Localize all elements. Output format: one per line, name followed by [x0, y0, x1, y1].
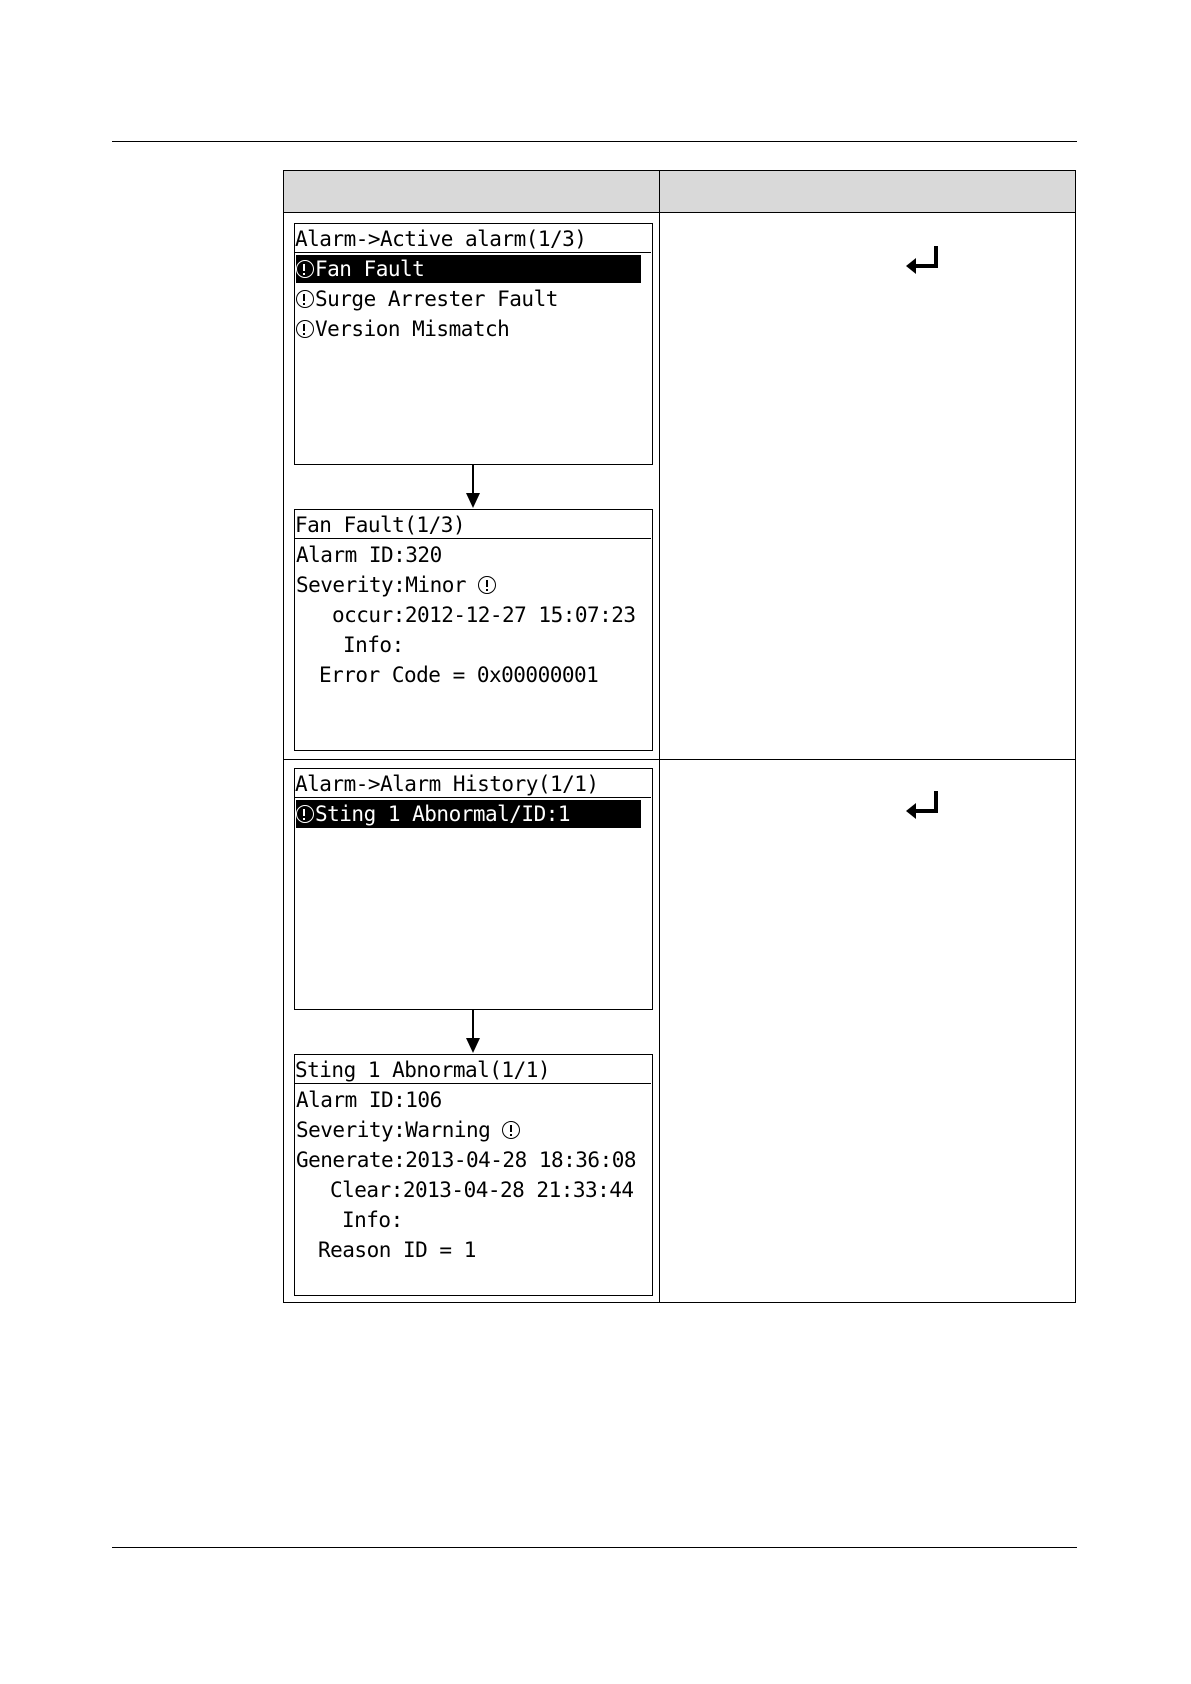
reason-id-field: Reason ID = 1	[318, 1238, 476, 1262]
enter-key-icon	[906, 244, 940, 274]
list-item-label: Sting 1 Abnormal/ID:1	[315, 802, 571, 826]
exclamation-circle-icon	[296, 320, 314, 338]
screen-title: Alarm->Active alarm(1/3)	[295, 227, 587, 251]
alarm-history-screen	[294, 768, 653, 1010]
exclamation-circle-icon	[296, 290, 314, 308]
screen-title: Fan Fault(1/3)	[295, 513, 466, 537]
procedure-table	[283, 170, 1076, 1303]
title-underline	[295, 1083, 651, 1084]
list-item-label: Version Mismatch	[315, 317, 510, 341]
list-item-surge-arrester-fault[interactable]	[296, 285, 558, 313]
table-header-row	[284, 171, 1075, 213]
row-divider	[284, 759, 1075, 760]
footer-rule	[112, 1547, 1077, 1548]
alarm-id-field: Alarm ID:320	[296, 543, 442, 567]
info-label: Info:	[342, 1208, 403, 1232]
exclamation-circle-icon	[296, 260, 314, 278]
exclamation-circle-icon	[502, 1121, 520, 1139]
active-alarm-screen	[294, 223, 653, 465]
screen-title: Alarm->Alarm History(1/1)	[295, 772, 599, 796]
list-item-label: Fan Fault	[315, 257, 425, 281]
screen-title: Sting 1 Abnormal(1/1)	[295, 1058, 551, 1082]
title-underline	[295, 797, 651, 798]
alarm-id-field: Alarm ID:106	[296, 1088, 442, 1112]
alarm-detail-screen	[294, 509, 653, 751]
title-underline	[295, 538, 651, 539]
clear-time-field: Clear:2013-04-28 21:33:44	[330, 1178, 634, 1202]
severity-field	[296, 571, 497, 599]
list-item-sting-1-abnormal[interactable]	[296, 800, 641, 828]
error-code-field: Error Code = 0x00000001	[319, 663, 599, 687]
arrow-down-icon	[463, 1010, 483, 1054]
list-item-version-mismatch[interactable]	[296, 315, 509, 343]
occur-time-field: occur:2012-12-27 15:07:23	[332, 603, 636, 627]
arrow-down-icon	[463, 465, 483, 509]
generate-time-field: Generate:2013-04-28 18:36:08	[296, 1148, 637, 1172]
history-detail-screen	[294, 1054, 653, 1296]
list-item-fan-fault[interactable]	[296, 255, 641, 283]
column-divider	[659, 171, 660, 1302]
list-item-label: Surge Arrester Fault	[315, 287, 558, 311]
info-label: Info:	[343, 633, 404, 657]
severity-text: Severity:Minor	[296, 573, 467, 597]
exclamation-circle-icon	[478, 576, 496, 594]
severity-text: Severity:Warning	[296, 1118, 491, 1142]
header-rule	[112, 141, 1077, 142]
title-underline	[295, 252, 651, 253]
severity-field	[296, 1116, 521, 1144]
exclamation-circle-icon	[296, 805, 314, 823]
enter-key-icon	[906, 789, 940, 819]
